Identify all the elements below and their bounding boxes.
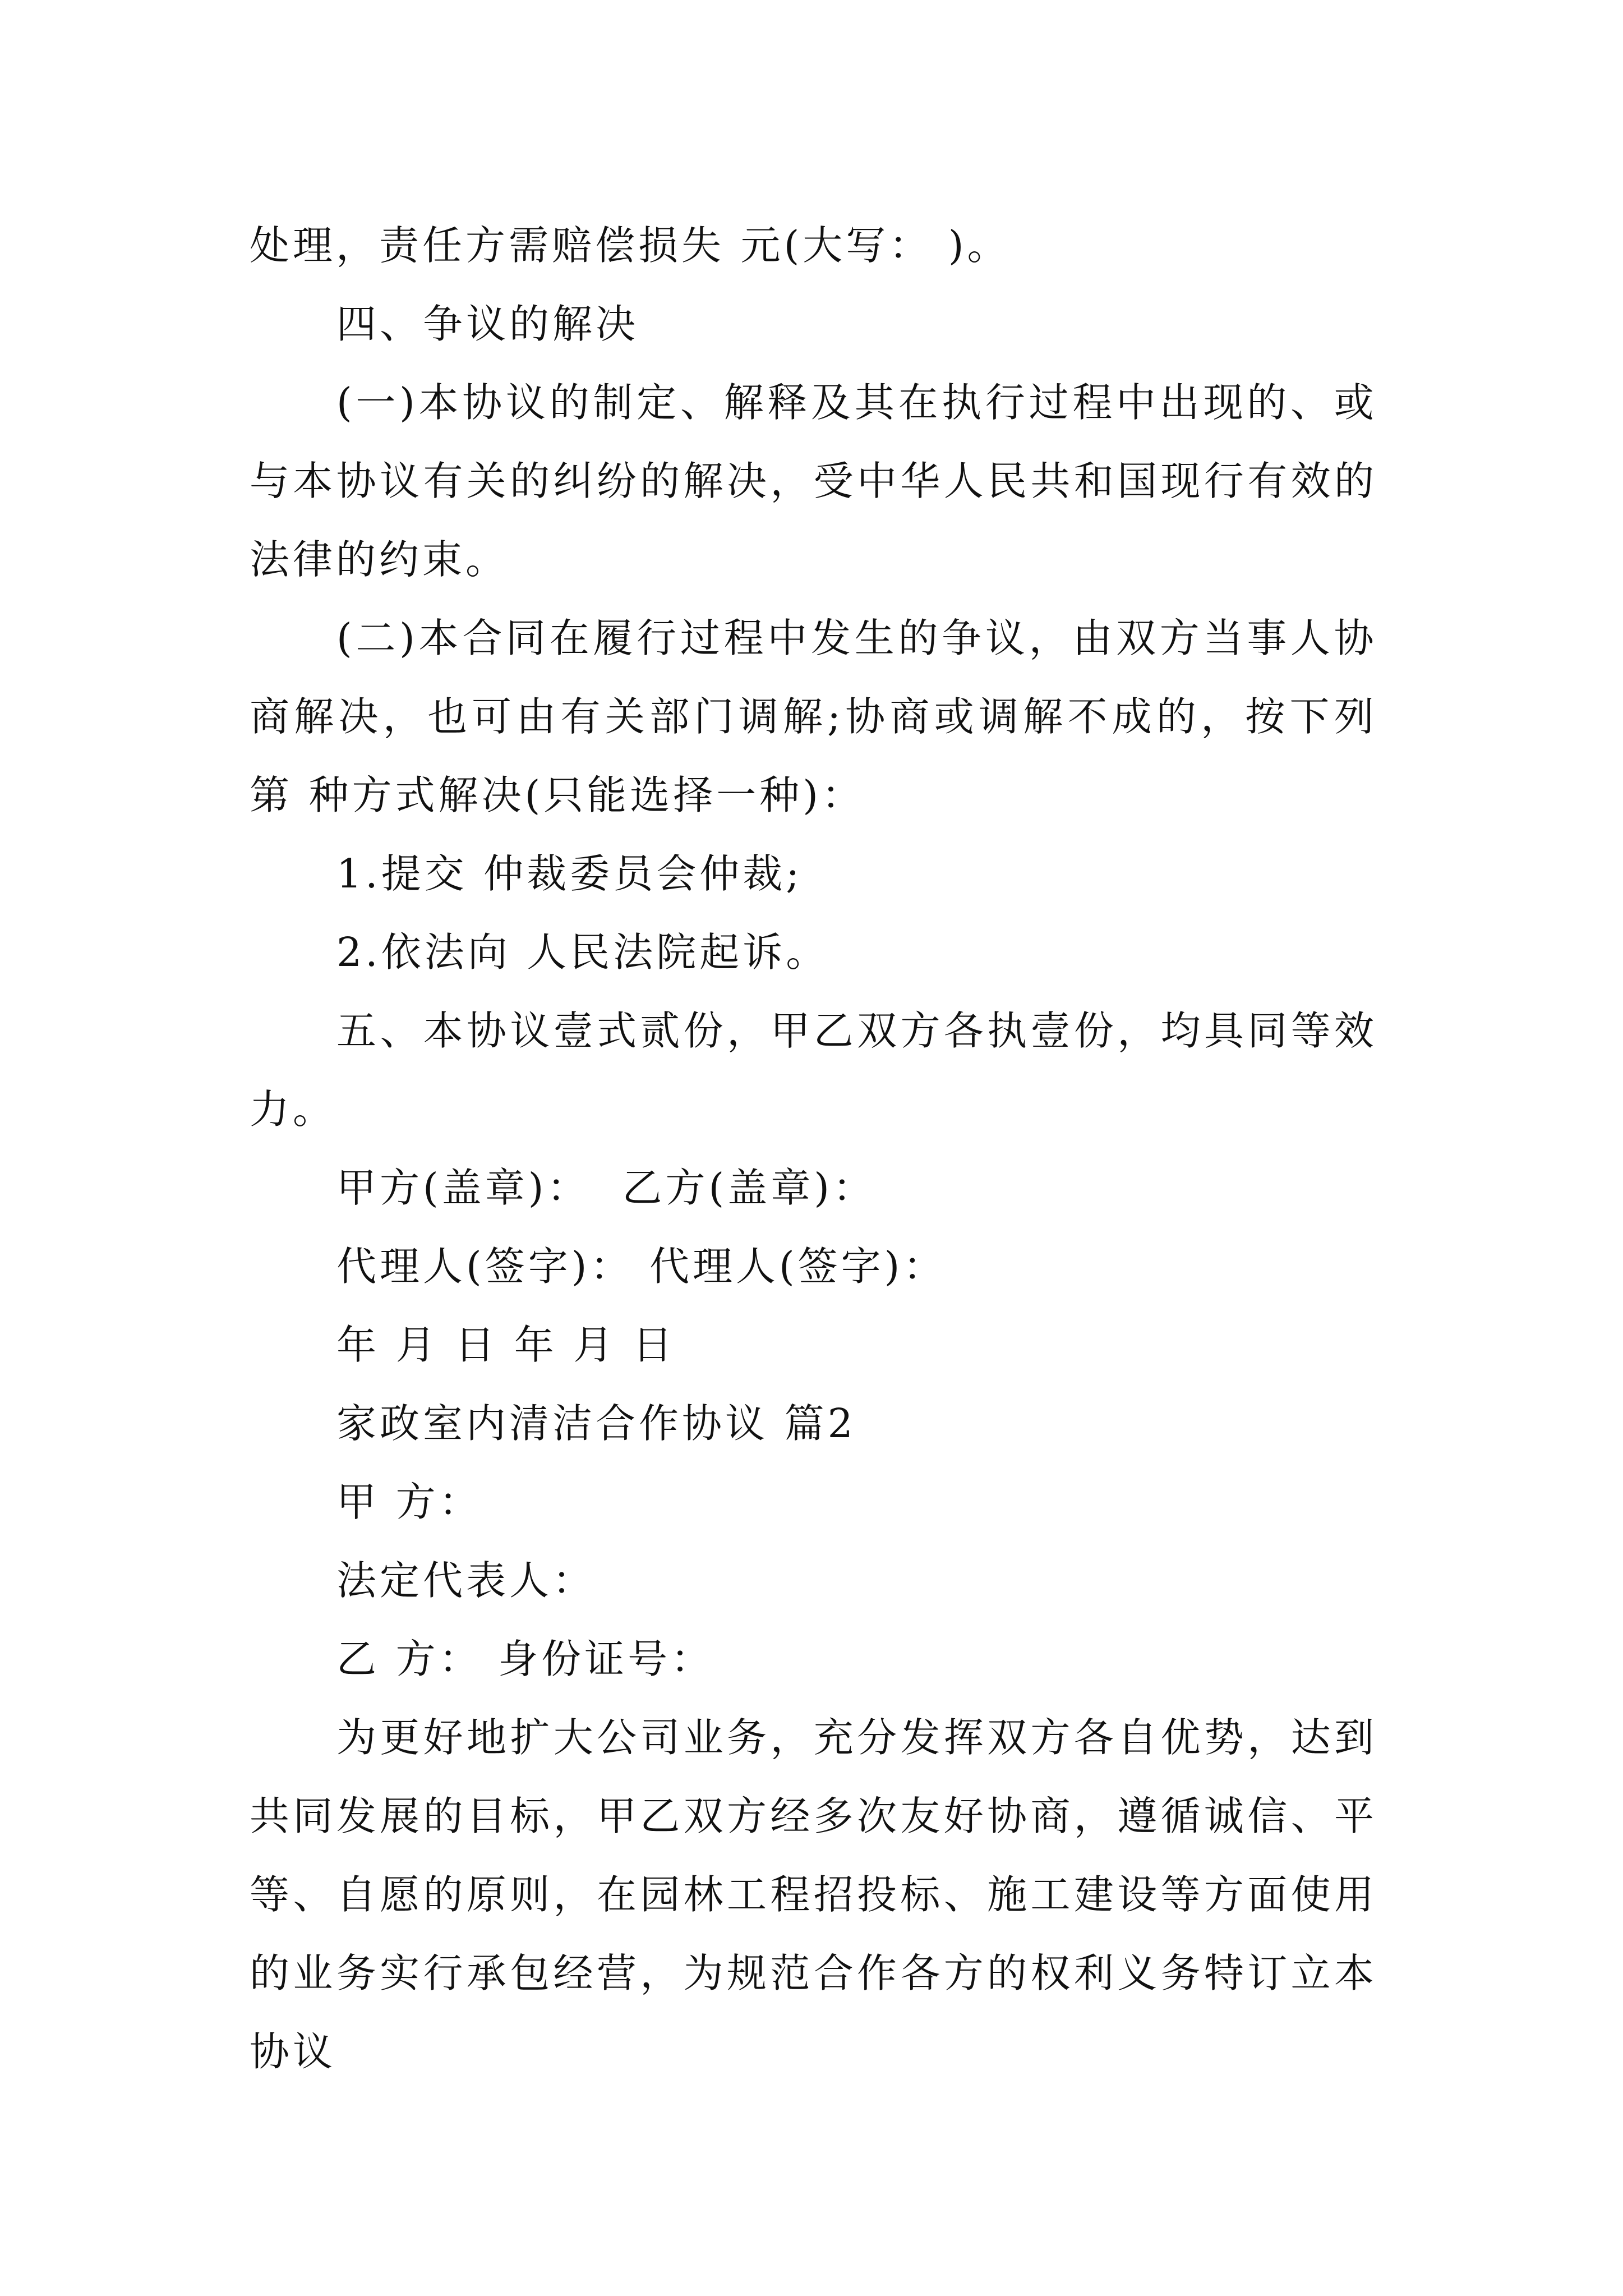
paragraph-line: 为 更 好 地 扩 大 公 司 业 务 ， 充 分 发 挥 双 方 各 自 优 势 ， 达 到	[336, 1714, 1374, 1761]
signature-agent-line: 代理人(签字)： 代理人(签字)：	[336, 1243, 947, 1290]
section-heading: 四、争议的解决	[336, 301, 639, 347]
paragraph-line: 商 解 决 ， 也 可 由 有 关 部 门 调 解 ; 协 商 或 调 解 不 成 的 ， 按 下 列	[250, 693, 1374, 740]
paragraph-line: 法律的约束。	[250, 536, 509, 583]
signature-seal-line: 甲方(盖章)： 乙方(盖章)：	[336, 1165, 876, 1211]
paragraph-line: 共 同 发 展 的 目 标 ， 甲 乙 双 方 经 多 次 友 好 协 商 ， 遵 循 诚 信 、 平	[250, 1793, 1374, 1839]
list-item: 1.提交 仲裁委员会仲裁;	[336, 850, 803, 897]
legal-representative-line: 法定代表人：	[336, 1557, 596, 1604]
paragraph-line: 协议	[250, 2028, 336, 2075]
party-b-line: 乙 方： 身份证号：	[336, 1636, 714, 1682]
paragraph-line: ( 一 ) 本 协 议 的 制 定 、 解 释 及 其 在 执 行 过 程 中 出 现 的 、 或	[336, 379, 1374, 426]
paragraph-line: 与 本 协 议 有 关 的 纠 纷 的 解 决 ， 受 中 华 人 民 共 和 国 现 行 有 效 的	[250, 458, 1374, 504]
paragraph-line: 第 种方式解决(只能选择一种)：	[250, 772, 865, 818]
paragraph-line: 的 业 务 实 行 承 包 经 营 ， 为 规 范 合 作 各 方 的 权 利 义 务 特 订 立 本	[250, 1950, 1374, 1996]
paragraph-line: 处理，责任方需赔偿损失 元(大写： )。	[250, 222, 1011, 269]
section-heading: 五 、 本 协 议 壹 式 贰 份 ， 甲 乙 双 方 各 执 壹 份 ， 均 具 同 等 效	[336, 1007, 1374, 1054]
paragraph-line: 等 、 自 愿 的 原 则 ， 在 园 林 工 程 招 投 标 、 施 工 建 设 等 方 面 使 用	[250, 1871, 1374, 1918]
signature-date-line: 年 月 日 年 月 日	[336, 1322, 676, 1368]
paragraph-line: ( 二 ) 本 合 同 在 履 行 过 程 中 发 生 的 争 议 ， 由 双 方 当 事 人 协	[336, 615, 1374, 661]
document-title: 家政室内清洁合作协议 篇2	[336, 1400, 856, 1447]
list-item: 2.依法向 人民法院起诉。	[336, 929, 829, 976]
party-a-line: 甲 方：	[336, 1479, 482, 1525]
paragraph-line: 力。	[250, 1086, 336, 1133]
document-body	[250, 206, 1374, 2091]
